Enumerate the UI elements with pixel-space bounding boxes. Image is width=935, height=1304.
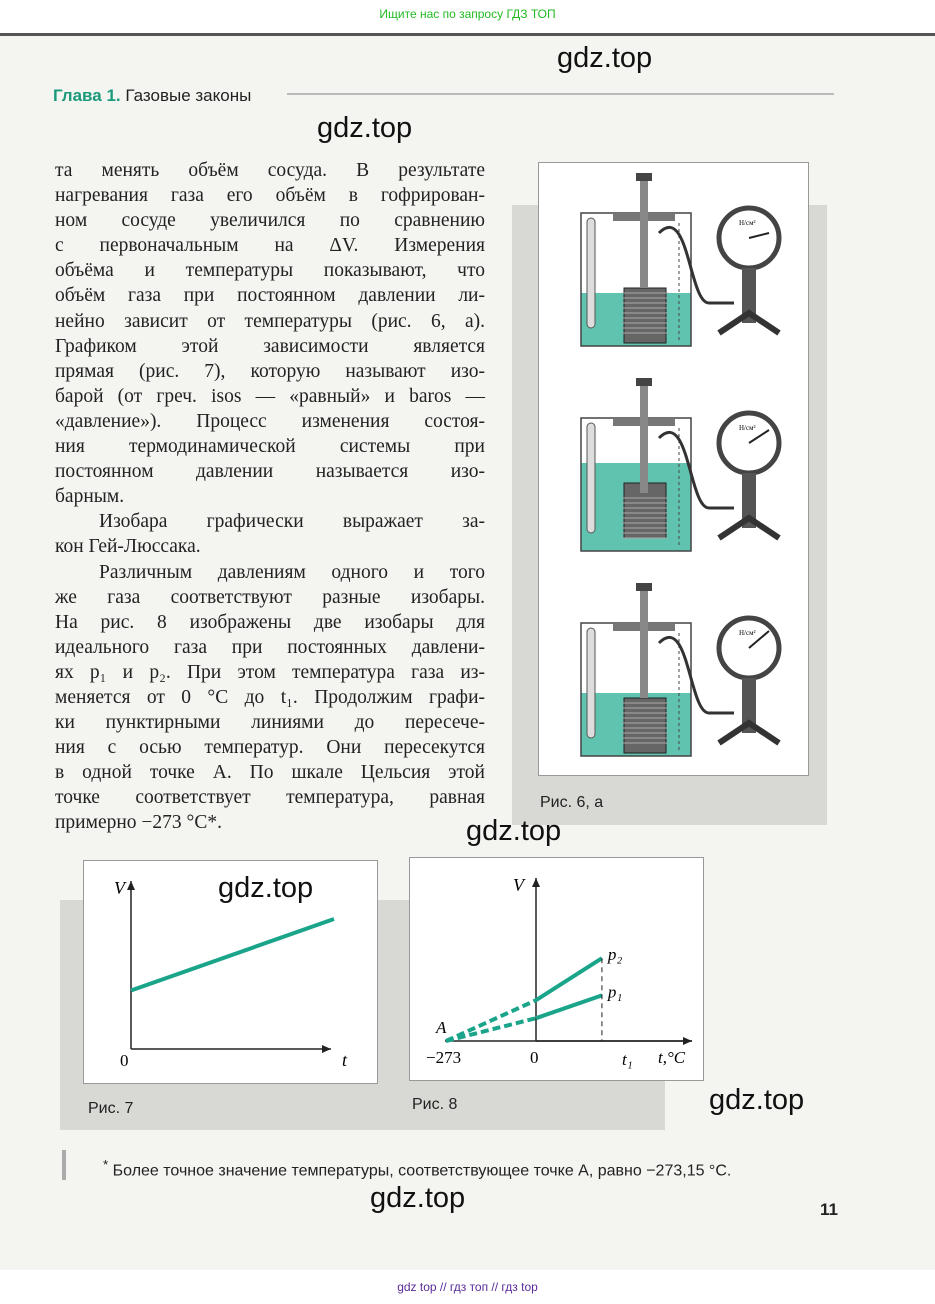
body-line: ном сосуде увеличился по сравнению [55, 210, 485, 232]
top-banner-link[interactable]: Ищите нас по запросу ГДЗ ТОП [379, 7, 556, 21]
body-line: На рис. 8 изображены две изобары для [55, 611, 485, 633]
body-line: объёма и температуры показывают, что [55, 260, 485, 282]
x-axis-label: t,°C [658, 1048, 686, 1067]
thermometer-icon [587, 218, 595, 328]
body-line: в одной точке A. По шкале Цельсия этой [55, 762, 485, 784]
chapter-number: Глава 1. [53, 86, 121, 105]
body-line: «давление»). Процесс изменения состоя- [55, 410, 485, 432]
body-text [55, 158, 485, 836]
apparatus-2 [581, 378, 779, 551]
footnote [103, 1157, 731, 1180]
footnote-bar [62, 1150, 66, 1180]
series-label: p₂ [607, 945, 623, 965]
apparatus-3 [581, 583, 779, 756]
body-line: кон Гей-Люссака. [55, 536, 201, 558]
body-line: нагревания газа его объём в гофрирован- [55, 185, 485, 207]
tick-label: −273 [426, 1048, 462, 1067]
isobar-line [536, 995, 602, 1018]
bellows [624, 288, 666, 343]
body-line: ях p₁ и p₂. При этом температура газа из- [55, 661, 485, 683]
body-line: же газа соответствуют разные изобары. [55, 586, 485, 608]
figure-6 [538, 162, 809, 776]
body-line: та менять объём сосуда. В результате [55, 160, 485, 181]
fig7-caption: Рис. 7 [88, 1100, 134, 1117]
fig8-caption: Рис. 8 [412, 1096, 458, 1113]
fig6-caption: Рис. 6, а [540, 794, 604, 811]
tick-label: 0 [530, 1048, 539, 1067]
body-line: ния с осью температур. Они пересекутся [55, 737, 485, 759]
footnote-text: Более точное значение температуры, соответствующее точке A, равно −273,15 °C. [112, 1162, 732, 1180]
screw-cap [636, 173, 652, 181]
chapter-header [53, 86, 251, 106]
thermometer-icon [587, 628, 595, 738]
watermark: gdz.top [370, 1182, 466, 1214]
body-line: идеального газа при постоянных давлени- [55, 636, 485, 658]
watermark: gdz.top [557, 42, 653, 74]
body-line: барой (от греч. isos — «равный» и baros — [55, 385, 485, 407]
body-line: меняется от 0 °C до t₁. Продолжим графи- [55, 686, 485, 708]
body-line: примерно −273 °C*. [55, 812, 222, 834]
x-axis-label: t [342, 1050, 348, 1070]
tick-label: 0 [120, 1051, 129, 1070]
body-line: барным. [55, 486, 125, 508]
screw [640, 588, 648, 698]
body-line: прямая (рис. 7), которую называют изо- [55, 360, 485, 382]
screw-cap [636, 378, 652, 386]
body-line: с первоначальным на ΔV. Измерения [55, 235, 485, 257]
screw [640, 383, 648, 493]
header-rule [287, 93, 834, 95]
figure-8 [409, 857, 704, 1081]
apparatus-1 [581, 173, 779, 346]
x-arrow-icon [322, 1045, 331, 1053]
gauge-unit: Н/см² [739, 629, 756, 637]
watermark: gdz.top [709, 1084, 805, 1116]
y-axis-label: V [114, 878, 125, 898]
body-line: нейно зависит от температуры (рис. 6, а). [55, 310, 485, 332]
chart-fig8 [410, 858, 702, 1079]
footnote-mark: * [103, 1157, 109, 1172]
gauge-unit: Н/см² [739, 219, 756, 227]
body-line: Графиком этой зависимости является [55, 335, 485, 357]
watermark: gdz.top [218, 872, 314, 904]
thermometer-icon [587, 423, 595, 533]
body-line: Изобара графически выражает за- [99, 511, 485, 533]
body-line: ки пунктирными линиями до пересече- [55, 712, 485, 734]
screw-cap [636, 583, 652, 591]
body-line: Различным давлениям одного и того [99, 561, 485, 583]
body-line: точке соответствует температура, равная [55, 787, 485, 809]
series-label: p₁ [607, 982, 623, 1002]
body-line: объём газа при постоянном давлении ли- [55, 285, 485, 307]
watermark: gdz.top [317, 112, 413, 144]
watermark: gdz.top [466, 815, 562, 847]
bellows [624, 698, 666, 753]
page-number: 11 [820, 1200, 838, 1219]
gauge-unit: Н/см² [739, 424, 756, 432]
point-label: A [436, 1018, 447, 1037]
isobar-line [536, 958, 602, 1000]
tick-label: t₁ [622, 1050, 633, 1069]
chapter-title: Газовые законы [125, 86, 252, 105]
isobar-line [131, 919, 334, 991]
y-arrow-icon [127, 881, 135, 890]
body-line: ния термодинамической системы при [55, 436, 485, 458]
y-axis-label: V [513, 875, 524, 895]
bottom-banner-link[interactable]: gdz top // гдз топ // гдз top [397, 1280, 538, 1294]
screw [640, 178, 648, 288]
apparatus-illustration [539, 163, 807, 773]
y-arrow-icon [532, 878, 540, 887]
body-line: постоянном давлении называется изо- [55, 461, 485, 483]
